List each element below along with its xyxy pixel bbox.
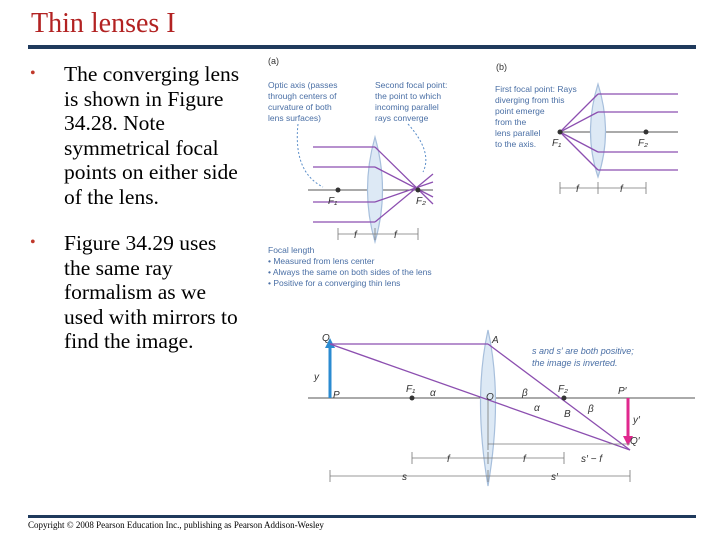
- f2-label: F₂: [416, 196, 426, 207]
- s-prime-minus-f-label: s′ − f: [581, 454, 603, 465]
- panel-label-b: (b): [496, 62, 507, 72]
- s-label: s: [402, 472, 407, 483]
- focal-point-f2: [416, 188, 421, 193]
- second-focal-note: Second focal point: the point to which incoming parallel rays converge: [375, 80, 448, 123]
- a-label: A: [492, 335, 499, 346]
- f-label-right: f: [620, 184, 623, 195]
- focal-point-pointer: [408, 124, 426, 172]
- bullet-text: Figure 34.29 uses the same ray formalism as we used with mirrors to find the image.: [64, 231, 238, 353]
- y-prime-label: y′: [633, 415, 640, 426]
- b-label: B: [564, 409, 571, 420]
- f2-label: F₂: [638, 138, 648, 149]
- first-focal-note: First focal point: Rays diverging from this point emerge from the lens parallel to the axis.: [495, 84, 577, 149]
- focal-point-f2: [644, 130, 649, 135]
- p-prime-label: P′: [618, 386, 627, 397]
- bullet-icon: •: [30, 234, 36, 251]
- f-label-right: f: [394, 230, 397, 241]
- q-label: Q: [322, 333, 330, 344]
- y-label: y: [314, 372, 319, 383]
- focal-point-f1: [336, 188, 341, 193]
- q-prime-label: Q′: [630, 436, 640, 447]
- title-underline: [28, 45, 696, 49]
- f-label-left: f: [576, 184, 579, 195]
- focal-point-f2: [562, 396, 567, 401]
- bullet-text: The converging lens is shown in Figure 34.28. Note symmetrical focal points on either side of the lens.: [64, 62, 240, 209]
- alpha-label-left: α: [430, 388, 436, 399]
- f1-label: F₁: [552, 138, 562, 149]
- o-label: O: [486, 392, 494, 403]
- optic-axis-note: Optic axis (passes through centers of curvature of both lens surfaces): [268, 80, 338, 123]
- f-label-left: f: [354, 230, 357, 241]
- bullet-icon: •: [30, 65, 36, 82]
- bullet-item: [30, 62, 245, 209]
- panel-label-a: (a): [268, 56, 279, 66]
- focal-point-f1: [410, 396, 415, 401]
- figure-converging-lens-a: [258, 52, 478, 302]
- optic-axis-pointer: [297, 124, 323, 187]
- p-label: P: [333, 390, 340, 401]
- s-prime-label: s′: [551, 472, 558, 483]
- figure-converging-lens-b: [488, 52, 688, 212]
- f2-label: F₂: [558, 384, 568, 395]
- f1-label: F₁: [328, 196, 338, 207]
- copyright-notice: Copyright © 2008 Pearson Education Inc., publishing as Pearson Addison-Wesley: [28, 520, 324, 530]
- footer-rule: [28, 515, 696, 518]
- focal-length-note: Focal length • Measured from lens center • Always the same on both sides of the lens • Positive for a converging thin lens: [268, 245, 432, 288]
- f-label-left: f: [447, 454, 450, 465]
- beta-label-left: β: [522, 388, 528, 399]
- lens: [591, 84, 606, 177]
- bullet-item: [30, 231, 245, 354]
- figure-image-formation: [300, 322, 700, 497]
- bullet-list: [30, 62, 245, 354]
- inversion-note: s and s′ are both positive; the image is inverted.: [532, 346, 634, 368]
- alpha-label-right: α: [534, 403, 540, 414]
- focal-point-f1: [558, 130, 563, 135]
- f-label-right: f: [523, 454, 526, 465]
- slide-title: Thin lenses I: [31, 8, 176, 39]
- beta-label-right: β: [588, 404, 594, 415]
- f1-label: F₁: [406, 384, 416, 395]
